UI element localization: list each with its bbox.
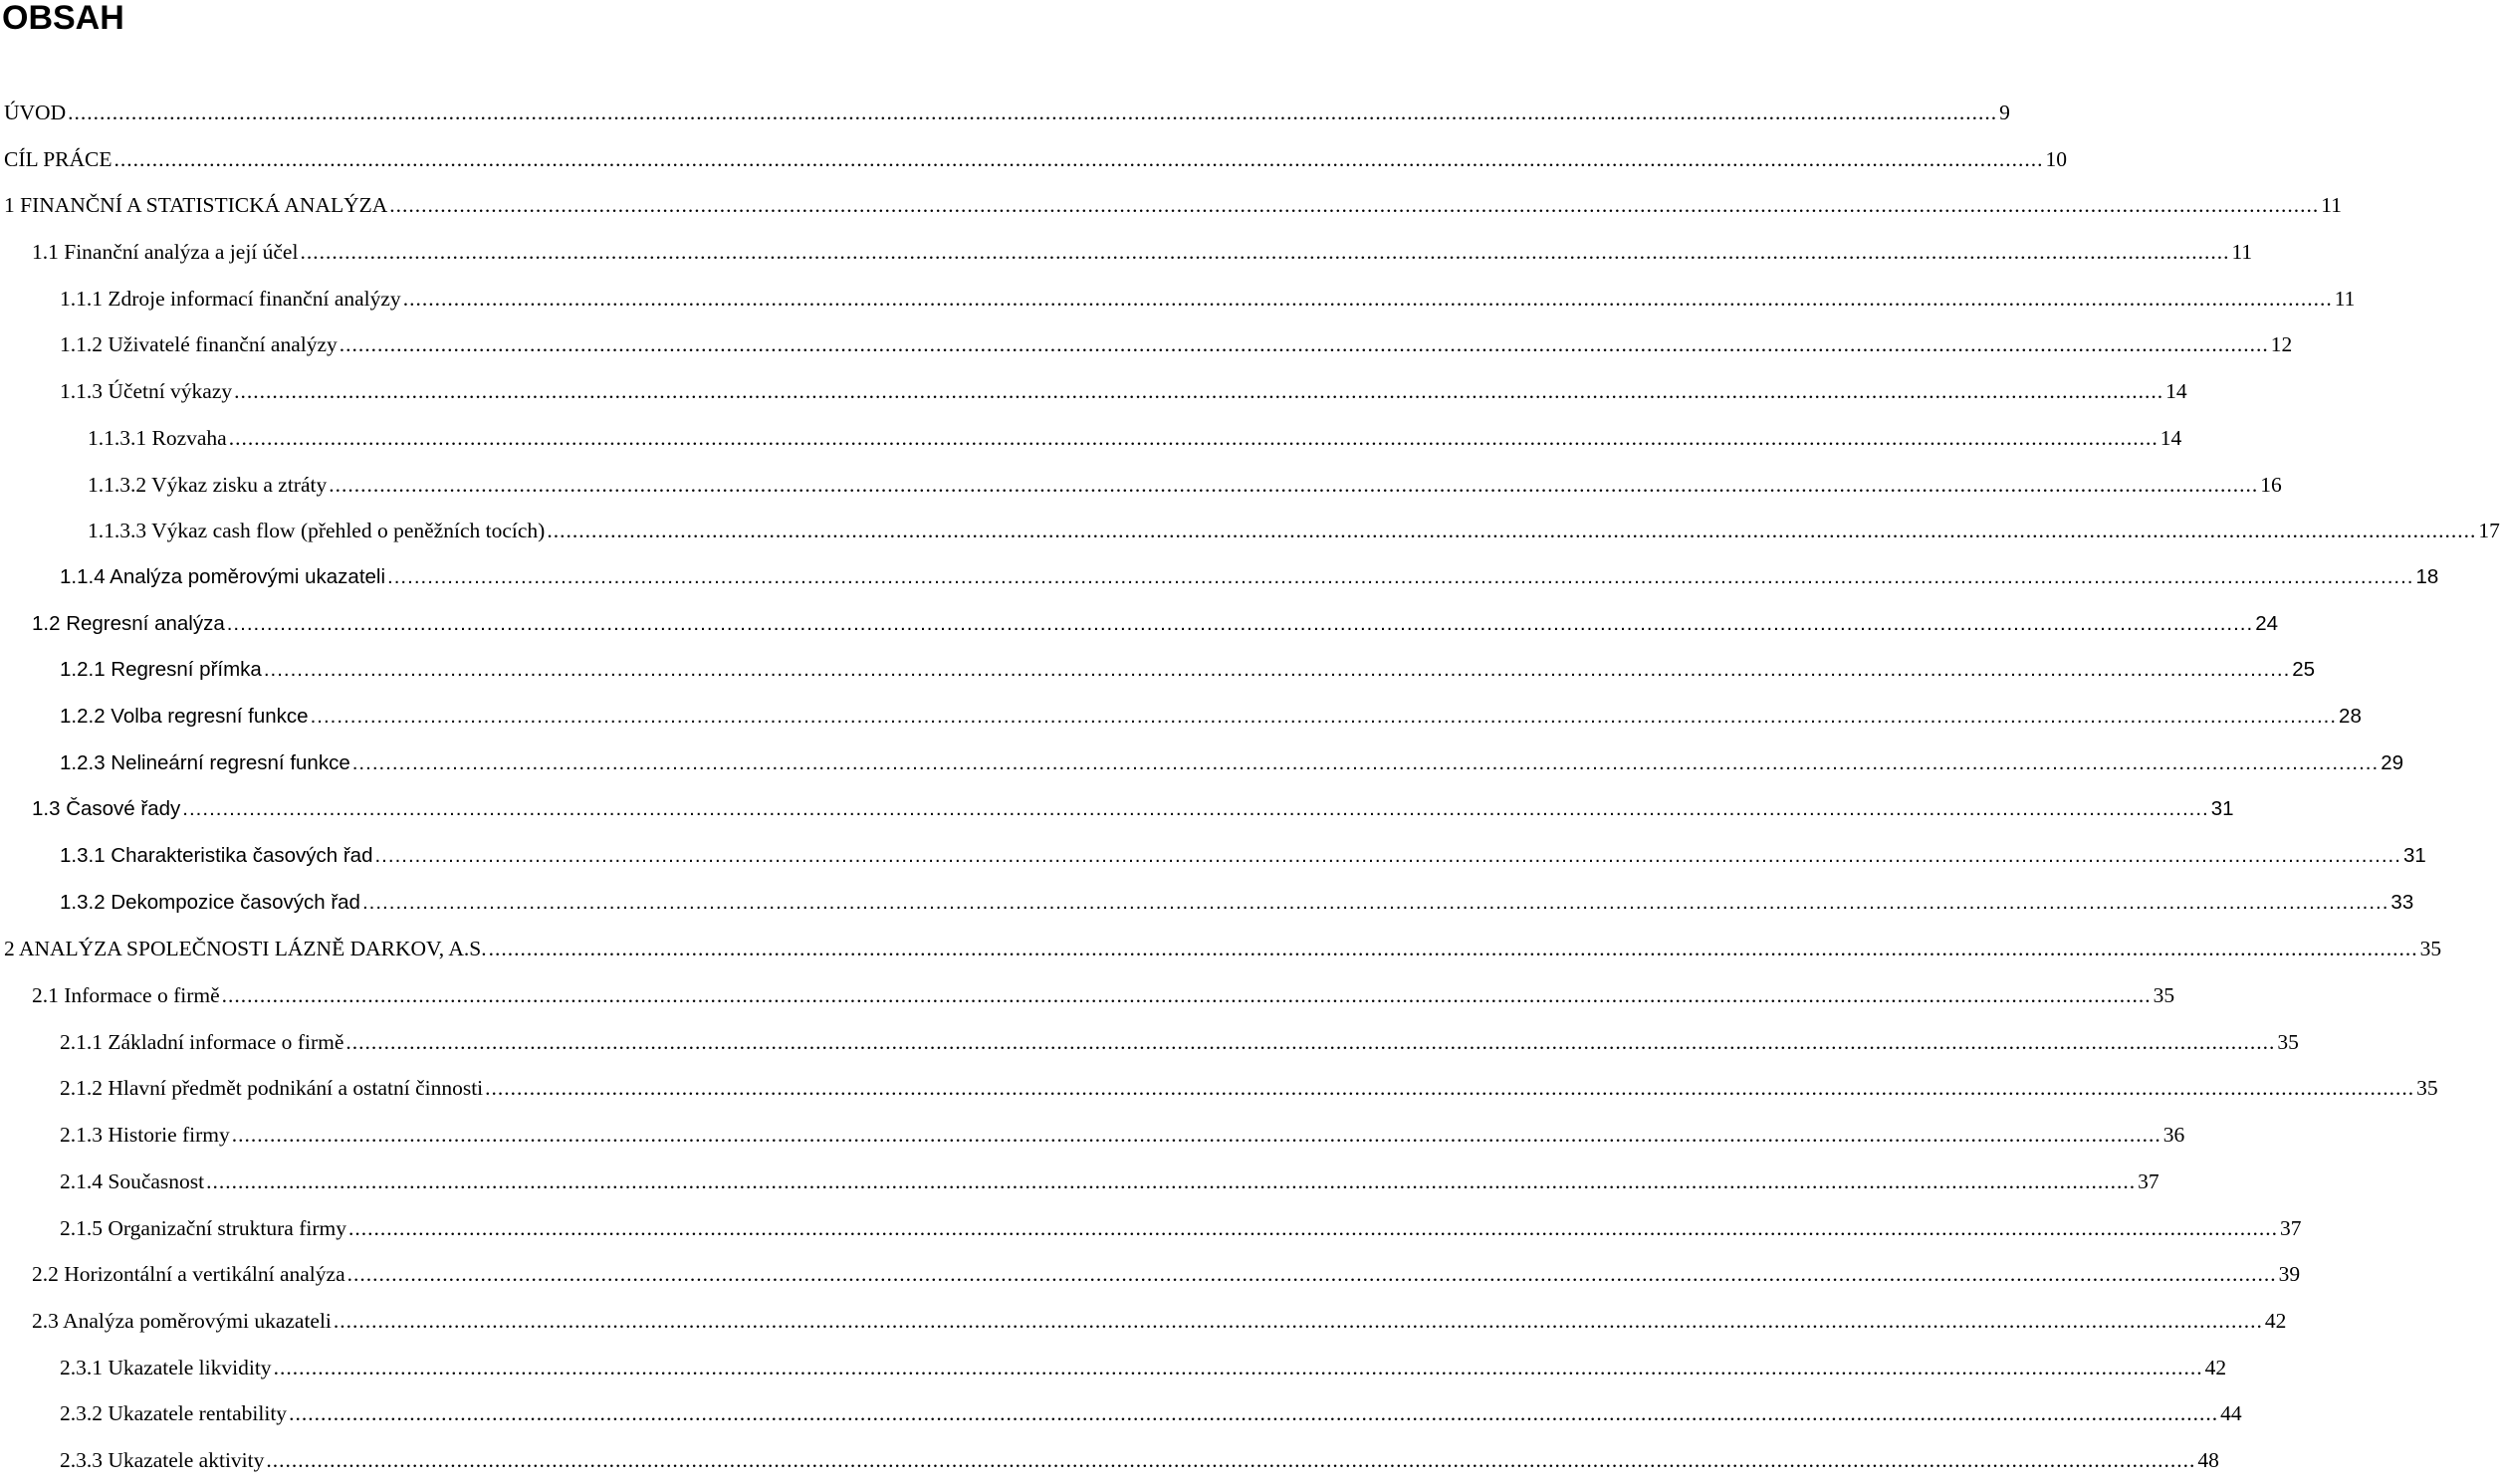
toc-entry[interactable] (0, 554, 2439, 601)
toc-entry-label: CÍL PRÁCE (4, 146, 113, 171)
toc-entry-label: 2.3 Analýza poměrovými ukazateli (32, 1308, 332, 1333)
toc-entry[interactable] (0, 926, 2442, 972)
toc-entry-label: 2.3.3 Ukazatele aktivity (60, 1447, 265, 1472)
toc-entry[interactable] (0, 90, 2010, 136)
toc-entry[interactable] (0, 786, 2234, 833)
toc-entry-label: 1.3 Časové řady (32, 797, 181, 821)
toc-entry-page-number: 42 (2204, 1355, 2227, 1379)
toc-entry-page-number: 31 (2210, 797, 2234, 821)
toc-entry[interactable] (0, 880, 2414, 927)
toc-entry[interactable] (0, 1065, 2438, 1112)
dot-leader (329, 462, 2258, 509)
dot-leader (300, 229, 2229, 276)
toc-entry[interactable] (0, 415, 2182, 462)
toc-entry-page-number: 17 (2478, 519, 2500, 543)
dot-leader (347, 1251, 2277, 1298)
toc-entry-page-number: 14 (2159, 425, 2182, 450)
toc-entry[interactable] (0, 647, 2316, 694)
table-of-contents (0, 90, 2500, 1484)
toc-entry[interactable] (0, 601, 2278, 648)
toc-entry[interactable] (0, 368, 2187, 415)
toc-entry[interactable] (0, 1437, 2219, 1484)
toc-entry-page-number: 9 (1999, 101, 2010, 124)
dot-leader (362, 880, 2388, 927)
toc-entry-page-number: 10 (2045, 146, 2068, 171)
toc-entry-label: 1.1.3.1 Rozvaha (88, 425, 227, 450)
toc-entry-label: 2.2 Horizontální a vertikální analýza (32, 1262, 345, 1287)
toc-entry-label: 1.1 Finanční analýza a její účel (32, 240, 299, 265)
toc-entry-label: 1.1.4 Analýza poměrovými ukazateli (60, 564, 386, 588)
dot-leader (264, 647, 2290, 694)
toc-entry-page-number: 44 (2220, 1401, 2242, 1426)
dot-leader (340, 321, 2269, 368)
toc-entry-page-number: 29 (2381, 750, 2403, 774)
toc-entry[interactable] (0, 462, 2282, 509)
dot-leader (334, 1298, 2263, 1345)
toc-entry-label: 2.1.4 Současnost (60, 1168, 205, 1193)
toc-entry[interactable] (0, 1019, 2299, 1066)
toc-entry-page-number: 42 (2264, 1308, 2287, 1333)
dot-leader (352, 741, 2379, 787)
dot-leader (345, 1019, 2275, 1066)
toc-entry-page-number: 18 (2415, 564, 2439, 588)
toc-entry[interactable] (0, 1345, 2227, 1391)
dot-leader (289, 1390, 2218, 1437)
toc-entry-label: 2.3.2 Ukazatele rentability (60, 1401, 288, 1426)
dot-leader (68, 90, 1997, 136)
toc-entry-page-number: 24 (2255, 611, 2278, 635)
toc-entry-page-number: 14 (2165, 379, 2187, 404)
toc-entry-label: 1.3.1 Charakteristika časových řad (60, 844, 373, 867)
dot-leader (489, 926, 2418, 972)
dot-leader (485, 1065, 2414, 1112)
toc-entry-label: 1.3.2 Dekompozice časových řad (60, 890, 360, 914)
dot-leader (232, 1112, 2161, 1159)
toc-entry[interactable] (0, 694, 2362, 741)
toc-entry-label: 1.2.1 Regresní přímka (60, 658, 262, 682)
toc-entry-page-number: 11 (2231, 240, 2253, 265)
toc-entry-label: 2 ANALÝZA SPOLEČNOSTI LÁZNĚ DARKOV, A.S. (4, 937, 487, 961)
toc-entry-page-number: 48 (2197, 1447, 2219, 1472)
toc-entry-label: 2.3.1 Ukazatele likvidity (60, 1355, 272, 1379)
dot-leader (114, 136, 2044, 183)
toc-entry-label: 1 FINANČNÍ A STATISTICKÁ ANALÝZA (4, 193, 388, 218)
dot-leader (222, 972, 2152, 1019)
dot-leader (274, 1345, 2203, 1391)
dot-leader (182, 786, 2208, 833)
dot-leader (387, 554, 2413, 601)
toc-entry-label: 2.1.1 Základní informace o firmě (60, 1029, 344, 1054)
toc-entry-label: 2.1.2 Hlavní předmět podnikání a ostatní činnosti (60, 1076, 484, 1101)
toc-entry-label: 1.1.1 Zdroje informací finanční analýzy (60, 286, 401, 311)
toc-entry-page-number: 16 (2260, 472, 2282, 497)
toc-entry-label: 2.1 Informace o firmě (32, 983, 220, 1008)
toc-entry[interactable] (0, 136, 2068, 183)
toc-entry-page-number: 11 (2334, 286, 2356, 311)
dot-leader (227, 601, 2253, 648)
toc-entry-label: 1.1.3.2 Výkaz zisku a ztráty (88, 472, 328, 497)
toc-entry[interactable] (0, 276, 2356, 322)
toc-entry-page-number: 28 (2339, 704, 2362, 728)
toc-entry[interactable] (0, 1205, 2302, 1252)
toc-entry[interactable] (0, 1251, 2301, 1298)
toc-entry[interactable] (0, 1112, 2185, 1159)
toc-entry-page-number: 36 (2162, 1123, 2185, 1148)
toc-entry-label: 1.1.2 Uživatelé finanční analýzy (60, 332, 338, 357)
toc-entry-page-number: 12 (2270, 332, 2293, 357)
dot-leader (389, 182, 2319, 229)
toc-entry[interactable] (0, 321, 2293, 368)
dot-leader (206, 1159, 2136, 1205)
toc-entry-page-number: 35 (2277, 1029, 2299, 1054)
page-title: OBSAH (2, 0, 124, 37)
dot-leader (374, 833, 2400, 880)
dot-leader (403, 276, 2333, 322)
toc-entry-label: 1.2 Regresní analýza (32, 611, 225, 635)
toc-entry-page-number: 35 (2419, 937, 2442, 961)
dot-leader (229, 415, 2159, 462)
toc-entry-page-number: 35 (2416, 1076, 2438, 1101)
toc-entry-label: 2.1.5 Organizační struktura firmy (60, 1215, 346, 1240)
toc-entry[interactable] (0, 508, 2500, 554)
toc-entry-label: 1.2.3 Nelineární regresní funkce (60, 750, 350, 774)
toc-entry[interactable] (0, 972, 2175, 1019)
toc-entry-page-number: 37 (2279, 1215, 2302, 1240)
toc-entry-label: 1.1.3 Účetní výkazy (60, 379, 233, 404)
toc-entry-label: 1.1.3.3 Výkaz cash flow (přehled o peněžních tocích) (88, 519, 546, 543)
toc-entry-label: 2.1.3 Historie firmy (60, 1123, 230, 1148)
dot-leader (266, 1437, 2195, 1484)
toc-entry-page-number: 11 (2321, 193, 2342, 218)
toc-entry[interactable] (0, 1390, 2242, 1437)
toc-entry[interactable] (0, 833, 2426, 880)
dot-leader (311, 694, 2337, 741)
dot-leader (547, 508, 2476, 554)
toc-entry-page-number: 39 (2278, 1262, 2301, 1287)
toc-entry[interactable] (0, 741, 2403, 787)
toc-entry-page-number: 33 (2390, 890, 2414, 914)
toc-entry-label: ÚVOD (4, 101, 67, 124)
toc-entry-page-number: 31 (2402, 844, 2426, 867)
dot-leader (348, 1205, 2278, 1252)
toc-entry[interactable] (0, 229, 2253, 276)
toc-entry-page-number: 37 (2138, 1168, 2159, 1193)
toc-entry[interactable] (0, 1298, 2287, 1345)
toc-entry[interactable] (0, 1159, 2159, 1205)
dot-leader (234, 368, 2163, 415)
toc-entry-label: 1.2.2 Volba regresní funkce (60, 704, 309, 728)
toc-entry-page-number: 25 (2292, 658, 2316, 682)
toc-entry[interactable] (0, 182, 2342, 229)
toc-entry-page-number: 35 (2153, 983, 2175, 1008)
